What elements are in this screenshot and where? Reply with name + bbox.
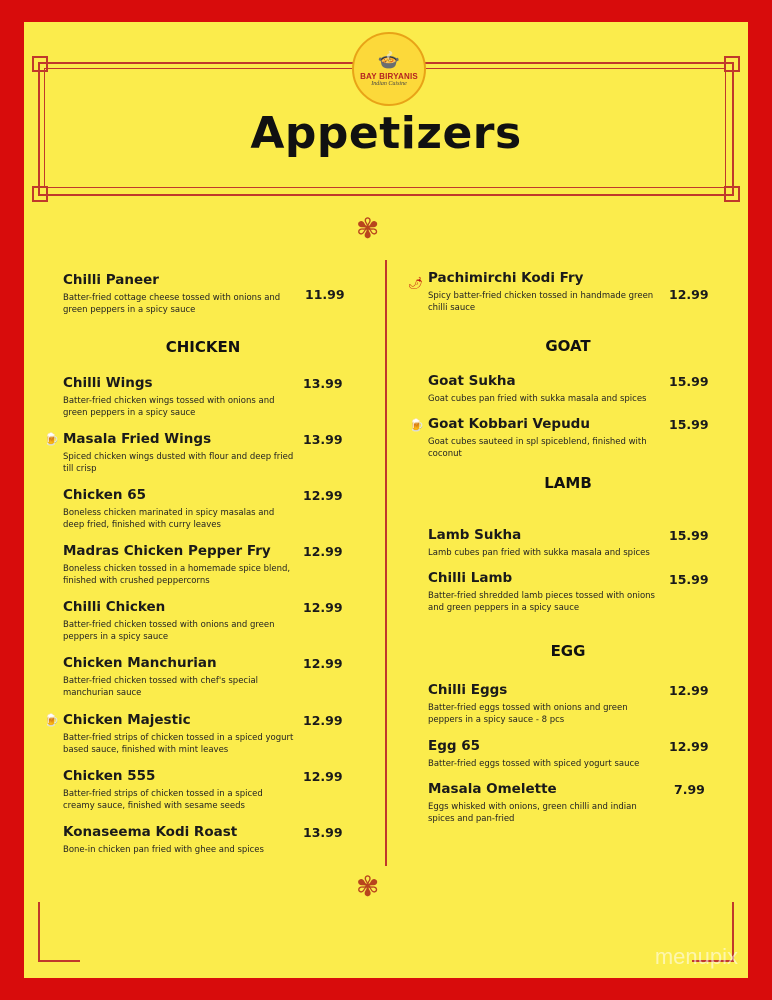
item-price: 13.99 bbox=[303, 825, 343, 840]
menu-item bbox=[428, 781, 678, 825]
item-description: Batter-fried strips of chicken tossed in a spiced yogurt based sauce, finished with mint leaves bbox=[63, 733, 294, 755]
item-name: Chilli Wings bbox=[63, 375, 153, 391]
item-description: Boneless chicken marinated in spicy masalas and deep fried, finished with curry leaves bbox=[63, 508, 275, 530]
item-price: 12.99 bbox=[303, 488, 343, 503]
page-title: Appetizers bbox=[250, 108, 522, 159]
watermark: menupix bbox=[654, 944, 738, 969]
star-anise-icon: ✾ bbox=[356, 870, 380, 903]
item-price: 15.99 bbox=[669, 374, 709, 389]
brand-logo bbox=[352, 32, 426, 106]
chef-special-icon: 🍺 bbox=[44, 713, 59, 727]
item-name: Konaseema Kodi Roast bbox=[63, 824, 238, 840]
item-price: 13.99 bbox=[303, 432, 343, 447]
corner-ornament bbox=[724, 56, 740, 72]
item-description: Batter-fried eggs tossed with spiced yogurt sauce bbox=[428, 759, 640, 769]
item-description: Batter-fried eggs tossed with onions and green peppers in a spicy sauce - 8 pcs bbox=[428, 703, 628, 725]
section-heading-chicken: CHICKEN bbox=[165, 338, 241, 356]
bottom-left-frame bbox=[38, 902, 80, 962]
item-name: Madras Chicken Pepper Fry bbox=[63, 543, 271, 559]
item-name: Chilli Chicken bbox=[63, 599, 166, 615]
item-description: Batter-fried shredded lamb pieces tossed with onions and green peppers in a spicy sauce bbox=[428, 591, 655, 613]
item-name: Chicken Manchurian bbox=[63, 655, 217, 671]
item-description: Batter-fried chicken tossed with onions and green peppers in a spicy sauce bbox=[63, 620, 275, 642]
item-price: 12.99 bbox=[669, 683, 709, 698]
section-heading-goat: GOAT bbox=[545, 337, 591, 355]
item-name: Goat Sukha bbox=[428, 373, 516, 389]
section-heading-lamb: LAMB bbox=[544, 474, 592, 492]
item-name: Chicken 555 bbox=[63, 768, 156, 784]
menu-item bbox=[428, 682, 678, 726]
item-price: 12.99 bbox=[303, 656, 343, 671]
menu-item bbox=[63, 375, 313, 419]
brand-name: BAY BIRYANIS bbox=[360, 71, 418, 81]
menu-item bbox=[428, 373, 678, 405]
corner-ornament bbox=[724, 186, 740, 202]
item-description: Lamb cubes pan fried with sukka masala and spices bbox=[428, 548, 650, 558]
item-name: Lamb Sukha bbox=[428, 527, 522, 543]
item-price: 13.99 bbox=[303, 376, 343, 391]
star-anise-icon: ✾ bbox=[356, 212, 380, 245]
menu-item bbox=[428, 570, 678, 614]
item-name: Goat Kobbari Vepudu bbox=[428, 416, 590, 432]
menu-item bbox=[63, 487, 313, 531]
corner-ornament bbox=[32, 56, 48, 72]
chef-special-icon: 🍺 bbox=[409, 418, 424, 432]
item-name: Pachimirchi Kodi Fry bbox=[428, 270, 584, 286]
column-divider bbox=[385, 260, 387, 866]
biryani-pot-icon: 🍲 bbox=[377, 49, 401, 71]
corner-ornament bbox=[32, 186, 48, 202]
menu-item bbox=[63, 768, 313, 812]
item-description: Batter-fried chicken tossed with chef's special manchurian sauce bbox=[63, 676, 259, 698]
item-price: 15.99 bbox=[669, 572, 709, 587]
menu-item bbox=[428, 527, 678, 559]
item-name: Egg 65 bbox=[428, 738, 481, 754]
item-name: Chilli Eggs bbox=[428, 682, 508, 698]
menu-page bbox=[24, 22, 748, 978]
item-price: 12.99 bbox=[303, 600, 343, 615]
menu-item bbox=[428, 270, 678, 314]
brand-tagline: Indian Cuisine bbox=[371, 80, 407, 87]
menu-item bbox=[63, 431, 313, 475]
menu-item bbox=[63, 655, 313, 699]
item-price: 12.99 bbox=[669, 287, 709, 302]
item-description: Spicy batter-fried chicken tossed in handmade green chilli sauce bbox=[428, 291, 654, 313]
item-name: Masala Fried Wings bbox=[63, 431, 212, 447]
item-description: Goat cubes pan fried with sukka masala and spices bbox=[428, 394, 647, 404]
item-description: Bone-in chicken pan fried with ghee and spices bbox=[63, 845, 264, 855]
item-description: Batter-fried strips of chicken tossed in a spiced creamy sauce, finished with sesame seeds bbox=[63, 789, 263, 811]
item-name: Chicken 65 bbox=[63, 487, 147, 503]
item-description: Spiced chicken wings dusted with flour and deep fried till crisp bbox=[63, 452, 294, 474]
item-description: Batter-fried cottage cheese tossed with onions and green peppers in a spicy sauce bbox=[63, 293, 281, 315]
menu-item bbox=[63, 543, 313, 587]
item-price: 11.99 bbox=[305, 287, 345, 302]
item-price: 7.99 bbox=[674, 782, 705, 797]
item-price: 12.99 bbox=[303, 769, 343, 784]
section-heading-egg: EGG bbox=[550, 642, 586, 660]
menu-item bbox=[428, 416, 678, 460]
item-name: Chicken Majestic bbox=[63, 712, 191, 728]
item-name: Chilli Paneer bbox=[63, 272, 159, 288]
menu-item bbox=[428, 738, 678, 770]
menu-item bbox=[63, 599, 313, 643]
item-price: 12.99 bbox=[303, 713, 343, 728]
item-name: Masala Omelette bbox=[428, 781, 557, 797]
menu-item bbox=[63, 712, 313, 756]
item-description: Eggs whisked with onions, green chilli and indian spices and pan-fried bbox=[428, 802, 637, 824]
item-description: Goat cubes sauteed in spl spiceblend, finished with coconut bbox=[428, 437, 647, 459]
item-description: Batter-fried chicken wings tossed with onions and green peppers in a spicy sauce bbox=[63, 396, 275, 418]
item-price: 15.99 bbox=[669, 528, 709, 543]
item-price: 12.99 bbox=[669, 739, 709, 754]
menu-item bbox=[63, 824, 313, 856]
chilli-icon: 🌶 bbox=[408, 276, 424, 290]
item-name: Chilli Lamb bbox=[428, 570, 513, 586]
menu-item bbox=[63, 272, 313, 316]
item-description: Boneless chicken tossed in a homemade spice blend, finished with crushed peppercorns bbox=[63, 564, 291, 586]
item-price: 12.99 bbox=[303, 544, 343, 559]
chef-special-icon: 🍺 bbox=[44, 432, 59, 446]
item-price: 15.99 bbox=[669, 417, 709, 432]
